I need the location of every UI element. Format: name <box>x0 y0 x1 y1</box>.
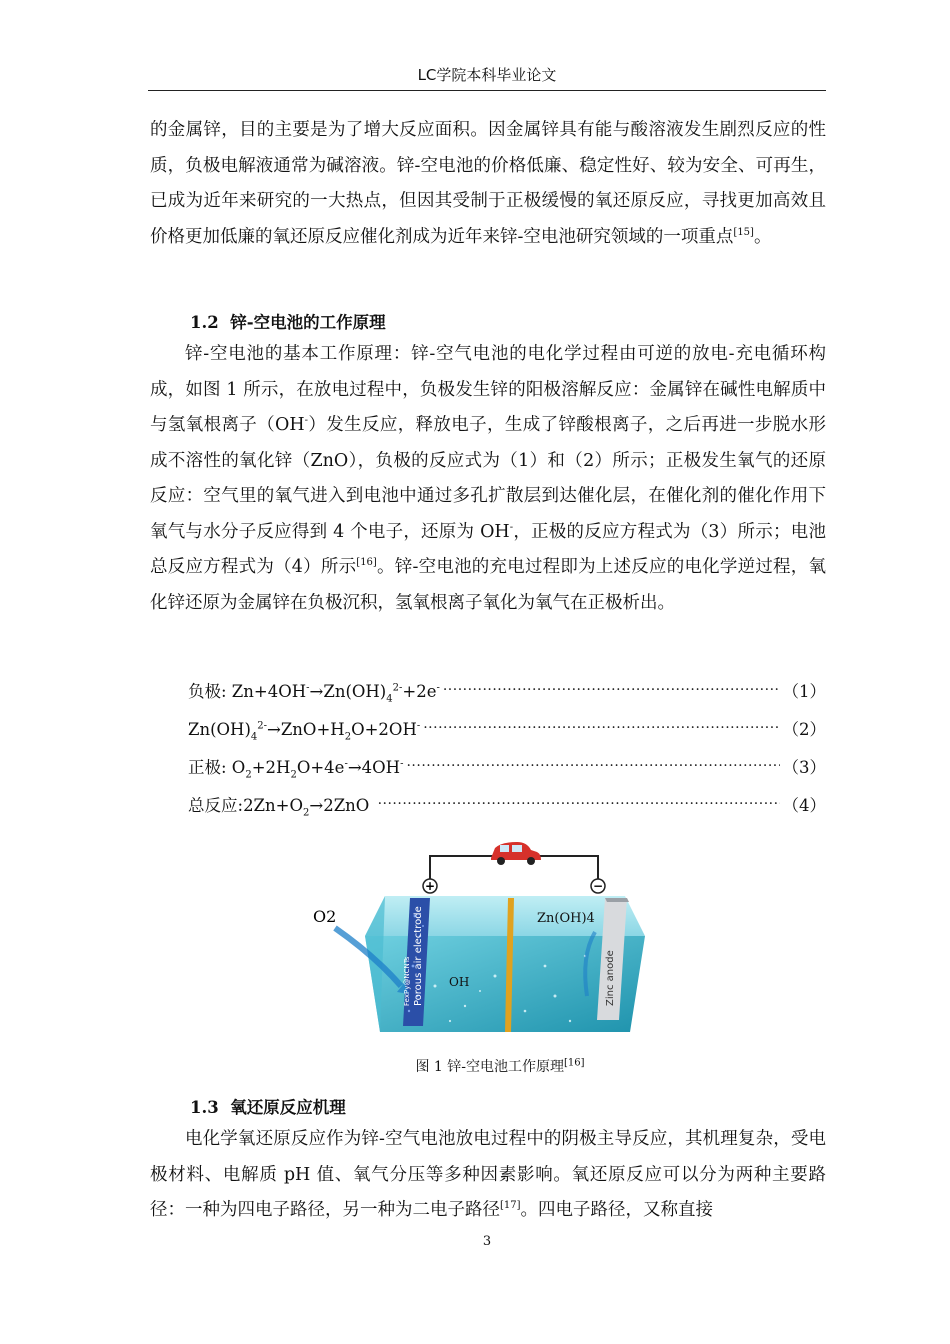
header-rule <box>148 90 826 91</box>
paragraph-2-a: 锌-空电池的基本工作原理：锌-空气电池的电化学过程由可逆的放电-充电循环构成，如图 1 所示，在放电过程中，负极发生锌的阳极溶解反应：金属锌在碱性电解质中与氢氧根离子（OH <box>150 344 826 435</box>
leader-dots <box>443 680 780 704</box>
equation-label: 总反应: <box>188 796 244 815</box>
figure-caption <box>150 1056 850 1076</box>
citation-16: [16] <box>564 1057 585 1069</box>
caption-text: 图 1 锌-空电池工作原理 <box>415 1059 564 1075</box>
equation-label: 正极: <box>188 758 227 777</box>
minus-sign: − <box>592 879 604 893</box>
equation-4: 总反应$:2Zn+O_2\to 2ZnO$ ····· （4） <box>188 794 826 818</box>
oh-label: OH <box>449 975 470 989</box>
leader-dots <box>423 718 779 742</box>
equation-1: 负极: $Zn+4OH^-\to Zn(OH)_4^{2-}+2e^-$ ····· （1） <box>188 680 826 704</box>
equation-number: （2） <box>782 720 826 739</box>
section-heading-1-2 <box>190 309 386 333</box>
leader-dots <box>406 756 779 780</box>
cathode-label: Porous air electrode <box>413 906 424 1006</box>
paragraph-1 <box>150 113 826 255</box>
superscript-minus: - <box>509 521 514 533</box>
paragraph-2-c: ，正极的反应方程式为（3）所示；电池总反应方程式为（4）所示 <box>150 521 826 577</box>
equation-2: $Zn(OH)_4^{2-}\to ZnO+H_2O+2OH^-$ ····· （2） <box>188 718 826 742</box>
zincate-label: Zn(OH)4 <box>537 911 595 926</box>
anode-label: Zinc anode <box>605 950 616 1006</box>
o2-label: O2 <box>313 907 337 926</box>
page-number: 3 <box>482 1234 492 1249</box>
paragraph-2-b: ）发生反应，释放电子，生成了锌酸根离子，之后再进一步脱水形成不溶性的氧化锌（ZnO），负极的反应式为（1）和（2）所示；正极发生氧气的还原反应：空气里的氧气进入到电池中通过多孔扩散层到达催化层，在催化剂的催化作用下氧气与水分子反应得到 4 个电子，还原为 OH <box>150 415 827 542</box>
paragraph-2 <box>150 337 826 621</box>
equation-number: （3） <box>782 758 826 777</box>
catalyst-label: FexPy@NCNTs <box>403 956 411 1006</box>
paragraph-3-b: 。四电子路径，又称直接 <box>520 1200 714 1220</box>
citation-15: [15] <box>733 226 754 238</box>
equation-3: 正极: $O_2+2H_2O+4e^-\to 4OH^-$ ····· （3） <box>188 756 826 780</box>
car-icon <box>491 842 541 865</box>
paragraph-2-d: 。锌-空电池的充电过程即为上述反应的电化学逆过程，氧化锌还原为金属锌在负极沉积，氢氧根离子氧化为氧气在正极析出。 <box>150 557 826 613</box>
leader-dots <box>378 794 780 818</box>
paragraph-3 <box>150 1122 826 1229</box>
section-heading-1-3 <box>190 1094 346 1118</box>
superscript-minus: - <box>304 415 309 427</box>
equation-number: （4） <box>782 796 826 815</box>
citation-17: [17] <box>500 1200 521 1212</box>
battery-diagram <box>305 836 645 1038</box>
paragraph-1-end: 。 <box>753 226 772 247</box>
section-title: 氧还原反应机理 <box>230 1098 346 1117</box>
figure-zinc-air-battery <box>305 836 645 1038</box>
section-number: 1.2 <box>190 313 219 332</box>
plus-sign: + <box>424 879 436 893</box>
running-header: LC学院本科毕业论文 <box>417 66 557 84</box>
citation-16: [16] <box>356 557 377 569</box>
paragraph-3-a: 电化学氧还原反应作为锌-空气电池放电过程中的阴极主导反应，其机理复杂，受电极材料、电解质 pH 值、氧气分压等多种因素影响。氧还原反应可以分为两种主要路径：一种为四电子路径，另一种为二电子路径 <box>150 1129 826 1220</box>
section-title: 锌-空电池的工作原理 <box>230 313 386 332</box>
paragraph-1-text: 的金属锌，目的主要是为了增大反应面积。因金属锌具有能与酸溶液发生剧烈反应的性质，负极电解液通常为碱溶液。锌-空电池的价格低廉、稳定性好、较为安全、可再生，已成为近年来研究的一大热点，但因其受制于正极缓慢的氧还原反应，寻找更加高效且价格更加低廉的氧还原反应催化剂成为近年来锌-空电池研究领域的一项重点 <box>150 120 826 247</box>
equation-number: （1） <box>782 682 826 701</box>
section-number: 1.3 <box>190 1098 219 1117</box>
equation-label: 负极: <box>188 682 227 701</box>
